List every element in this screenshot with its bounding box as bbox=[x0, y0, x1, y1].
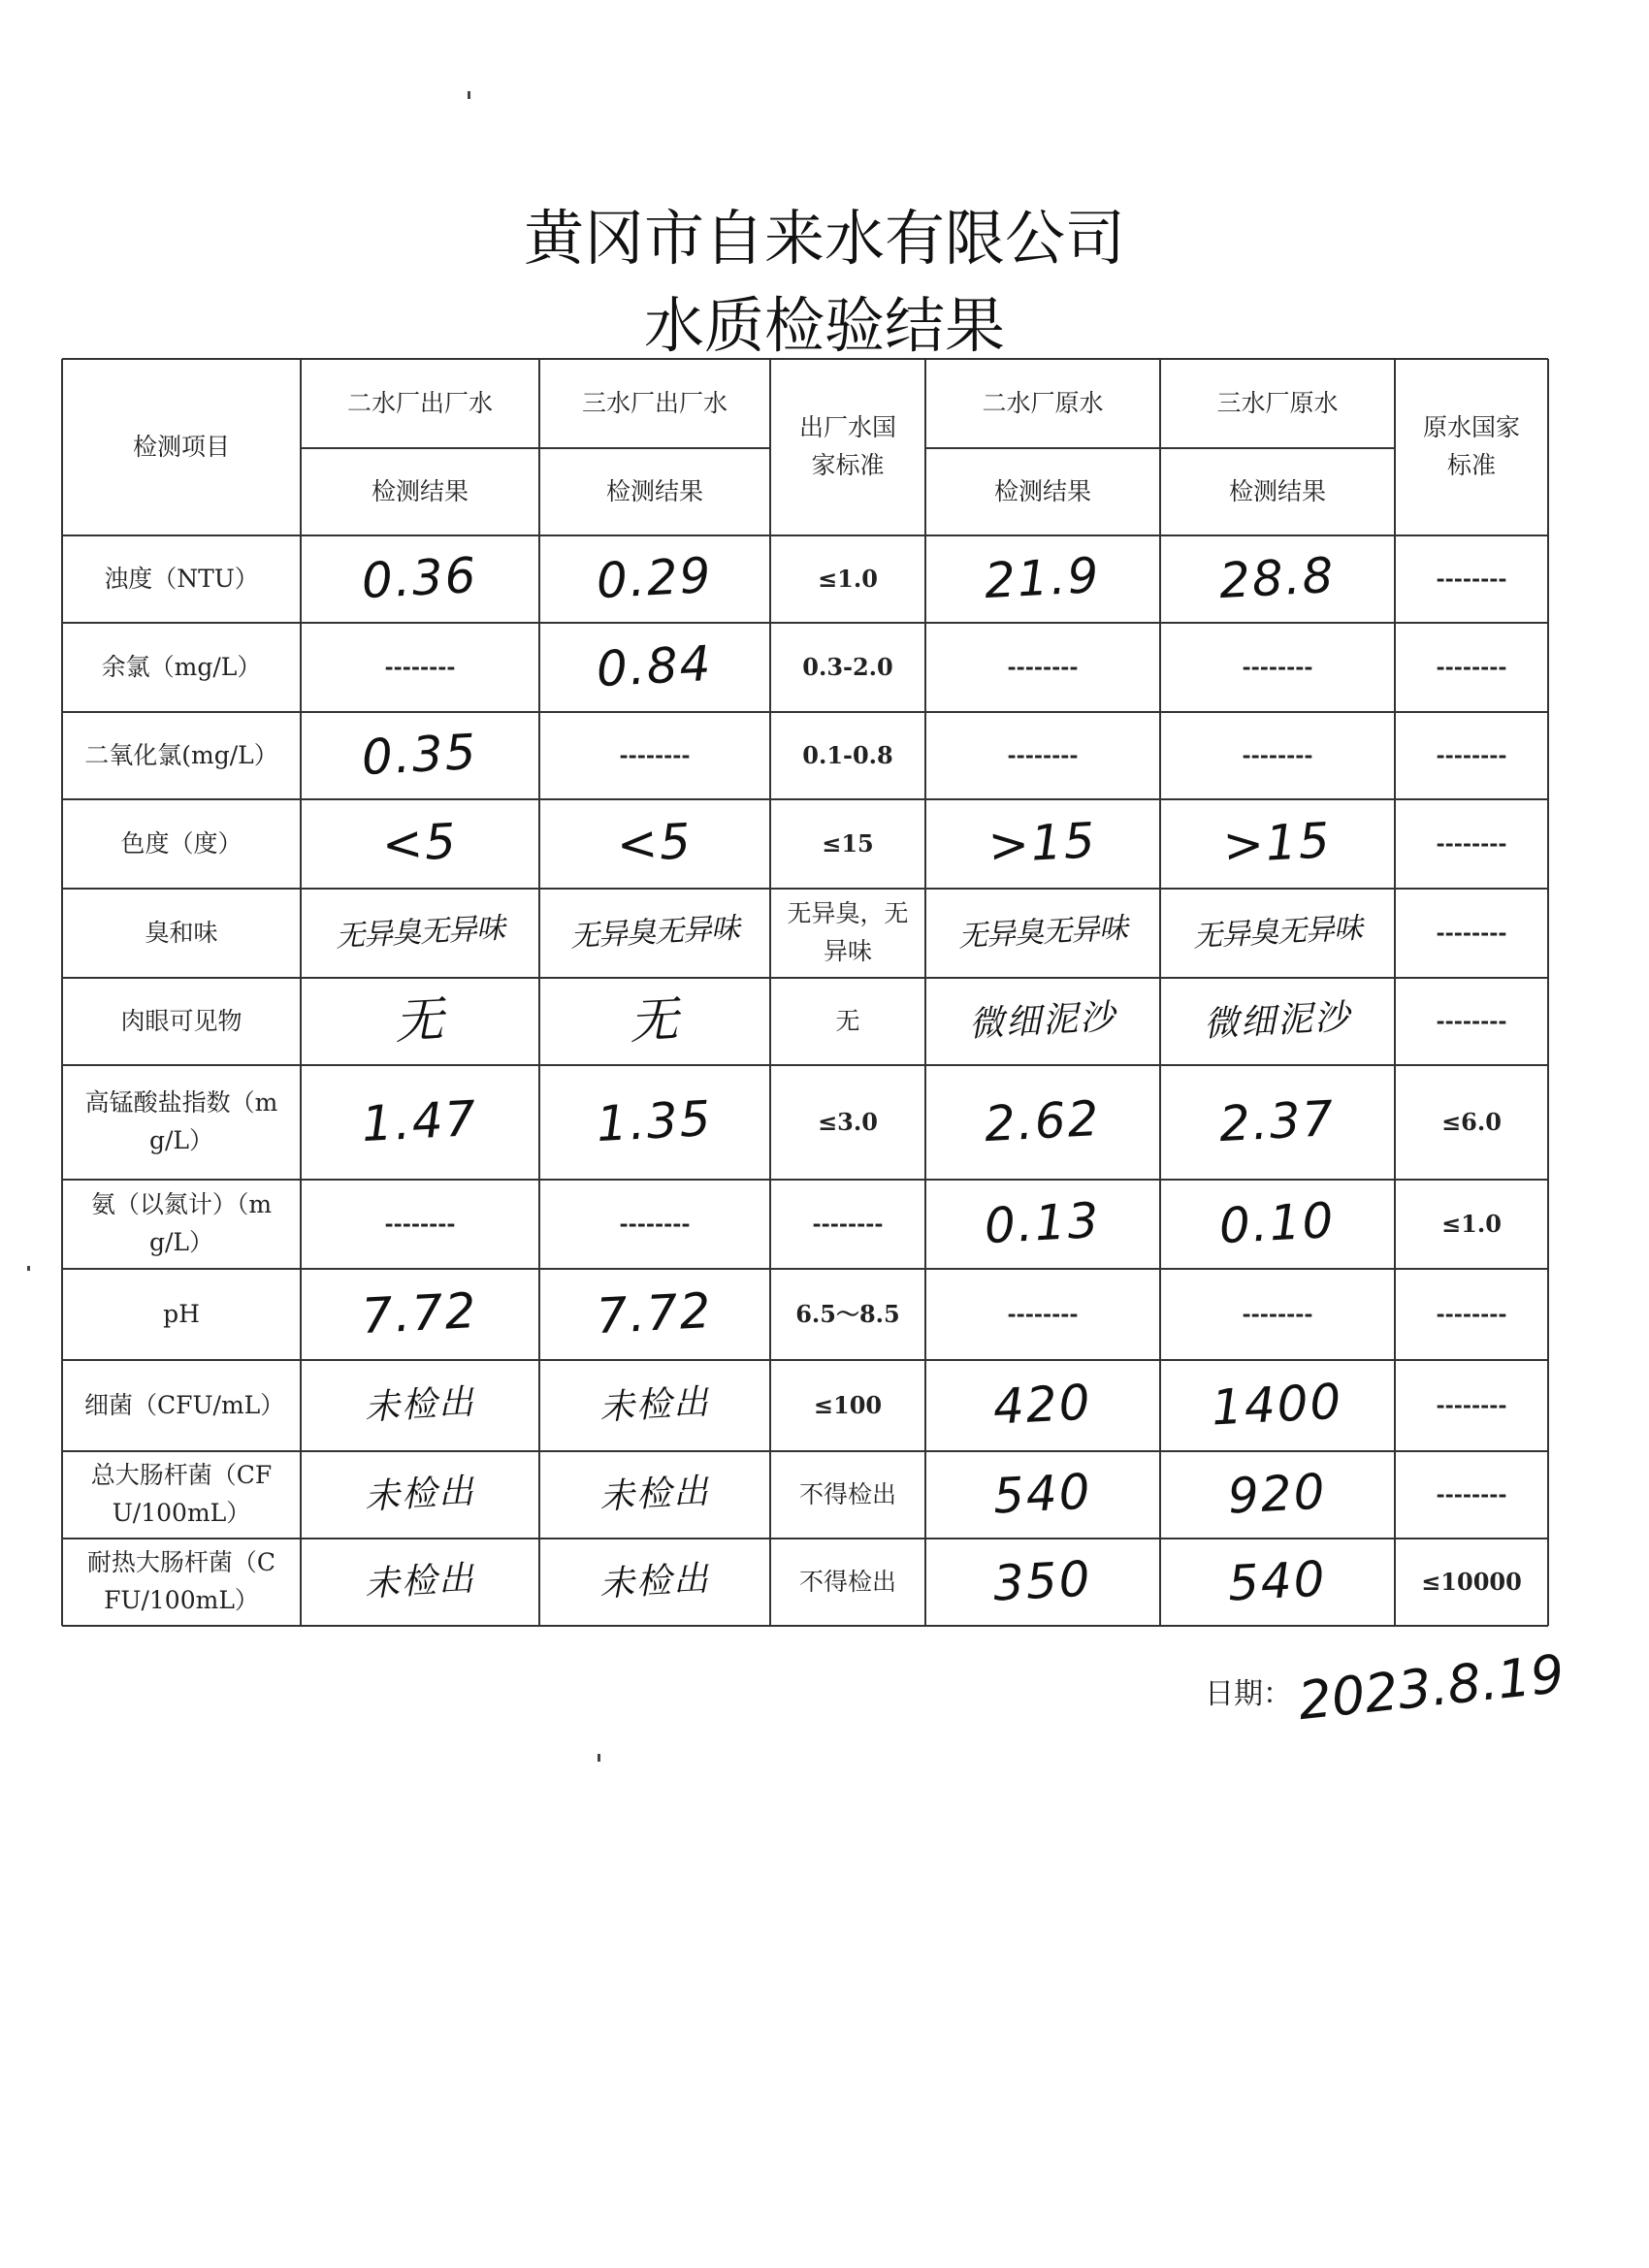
cell-std-out bbox=[770, 1451, 925, 1539]
cell-san-out bbox=[539, 623, 770, 712]
document-title: 黄冈市自来水有限公司 bbox=[523, 203, 1125, 274]
header-result-label bbox=[925, 448, 1160, 535]
cell-std-raw bbox=[1395, 1065, 1548, 1180]
header-san-out-text: 三水厂出厂水 bbox=[581, 388, 728, 417]
cell-item bbox=[62, 1065, 301, 1180]
cell-item-text: 氨（以氮计）（mg/L） bbox=[90, 1190, 273, 1256]
cell-item bbox=[62, 978, 301, 1065]
cell-item-text: 臭和味 bbox=[145, 918, 218, 947]
cell-std-raw-text: -------- bbox=[1436, 742, 1507, 768]
cell-san-out bbox=[539, 1539, 770, 1626]
header-std-raw-text: 原水国家标准 bbox=[1422, 413, 1520, 479]
cell-er-raw-text: 0.13 bbox=[983, 1192, 1103, 1255]
date-block bbox=[1205, 1642, 1568, 1733]
cell-san-out-text: 无异臭无异味 bbox=[569, 911, 740, 955]
cell-item-text: 色度（度） bbox=[120, 828, 242, 858]
cell-san-raw bbox=[1160, 712, 1395, 799]
cell-san-raw bbox=[1160, 535, 1395, 623]
cell-san-raw bbox=[1160, 799, 1395, 889]
cell-er-raw-text: 21.9 bbox=[983, 547, 1103, 610]
header-er-out-text: 二水厂出厂水 bbox=[346, 388, 493, 417]
document-subtitle: 水质检验结果 bbox=[643, 290, 1005, 361]
cell-std-raw bbox=[1395, 889, 1548, 978]
cell-std-raw bbox=[1395, 712, 1548, 799]
cell-std-raw-text: -------- bbox=[1436, 654, 1507, 680]
cell-er-raw bbox=[925, 889, 1160, 978]
cell-std-out bbox=[770, 1269, 925, 1360]
cell-item-text: 细菌（CFU/mL） bbox=[84, 1390, 285, 1419]
cell-er-out bbox=[301, 889, 539, 978]
cell-er-out-text: -------- bbox=[384, 654, 456, 680]
cell-std-raw bbox=[1395, 1180, 1548, 1269]
cell-std-out bbox=[770, 1539, 925, 1626]
cell-std-raw-text: -------- bbox=[1436, 1481, 1507, 1507]
cell-san-out-text: 未检出 bbox=[598, 1472, 711, 1518]
cell-er-raw-text: >15 bbox=[986, 812, 1099, 875]
cell-std-out bbox=[770, 1065, 925, 1180]
cell-std-out-text: 无 bbox=[835, 1006, 860, 1035]
cell-er-raw bbox=[925, 799, 1160, 889]
scan-speck bbox=[468, 91, 470, 99]
cell-san-out bbox=[539, 889, 770, 978]
cell-item-text: 余氯（mg/L） bbox=[101, 652, 262, 681]
cell-item bbox=[62, 1180, 301, 1269]
cell-item-text: 二氧化氯(mg/L） bbox=[84, 740, 278, 769]
cell-er-raw bbox=[925, 1451, 1160, 1539]
cell-er-out-text: 未检出 bbox=[363, 1382, 476, 1429]
scan-speck bbox=[27, 1266, 30, 1271]
cell-san-out-text: 无 bbox=[628, 990, 682, 1051]
cell-std-out bbox=[770, 712, 925, 799]
cell-std-out bbox=[770, 978, 925, 1065]
cell-item-text: 总大肠杆菌（CFU/100mL） bbox=[90, 1461, 273, 1527]
cell-san-raw-text: 28.8 bbox=[1217, 547, 1338, 610]
header-item bbox=[62, 359, 301, 535]
cell-san-raw-text: 2.37 bbox=[1217, 1090, 1338, 1153]
cell-er-out-text: 1.47 bbox=[360, 1090, 480, 1153]
cell-san-out bbox=[539, 535, 770, 623]
cell-er-raw-text: -------- bbox=[1007, 654, 1079, 680]
cell-san-out bbox=[539, 712, 770, 799]
header-result-label bbox=[1160, 448, 1395, 535]
cell-er-raw bbox=[925, 1539, 1160, 1626]
cell-san-raw bbox=[1160, 1065, 1395, 1180]
cell-er-out-text: 0.35 bbox=[360, 724, 480, 787]
cell-item-text: 肉眼可见物 bbox=[120, 1006, 242, 1035]
cell-er-out-text: 无异臭无异味 bbox=[335, 911, 505, 955]
cell-er-out-text: 未检出 bbox=[363, 1472, 476, 1518]
cell-er-raw-text: 2.62 bbox=[983, 1090, 1103, 1153]
cell-er-out-text: 0.36 bbox=[360, 547, 480, 610]
cell-std-raw-text: ≤6.0 bbox=[1441, 1108, 1502, 1137]
header-san-raw bbox=[1160, 359, 1395, 448]
cell-san-out-text: 未检出 bbox=[598, 1382, 711, 1429]
cell-item bbox=[62, 1451, 301, 1539]
cell-er-out-text: 未检出 bbox=[363, 1559, 476, 1605]
cell-er-out bbox=[301, 1451, 539, 1539]
cell-san-raw-text: -------- bbox=[1242, 654, 1313, 680]
cell-san-out bbox=[539, 1065, 770, 1180]
cell-item bbox=[62, 535, 301, 623]
cell-std-raw bbox=[1395, 623, 1548, 712]
cell-er-raw bbox=[925, 1180, 1160, 1269]
header-std-raw bbox=[1395, 359, 1548, 535]
cell-er-raw-text: 微细泥沙 bbox=[967, 997, 1117, 1046]
cell-san-out bbox=[539, 978, 770, 1065]
cell-std-out-text: ≤15 bbox=[822, 829, 874, 859]
cell-std-out-text: 不得检出 bbox=[798, 1479, 896, 1508]
cell-std-raw-text: -------- bbox=[1436, 1008, 1507, 1034]
cell-std-out bbox=[770, 799, 925, 889]
cell-er-raw bbox=[925, 623, 1160, 712]
cell-item bbox=[62, 889, 301, 978]
cell-std-out bbox=[770, 889, 925, 978]
cell-san-out bbox=[539, 1180, 770, 1269]
header-er-out bbox=[301, 359, 539, 448]
cell-std-out-text: 6.5～8.5 bbox=[795, 1300, 900, 1329]
cell-std-out-text: 不得检出 bbox=[798, 1567, 896, 1596]
cell-std-raw bbox=[1395, 1360, 1548, 1451]
cell-std-raw bbox=[1395, 1451, 1548, 1539]
cell-item bbox=[62, 623, 301, 712]
cell-er-out bbox=[301, 1180, 539, 1269]
header-san-out bbox=[539, 359, 770, 448]
cell-std-raw bbox=[1395, 978, 1548, 1065]
cell-san-raw bbox=[1160, 1451, 1395, 1539]
cell-san-out bbox=[539, 1360, 770, 1451]
cell-san-raw bbox=[1160, 1539, 1395, 1626]
cell-item-text: 浊度（NTU） bbox=[104, 564, 259, 593]
cell-er-raw bbox=[925, 978, 1160, 1065]
cell-std-out-text: 0.3-2.0 bbox=[802, 653, 893, 682]
cell-er-out-text: 无 bbox=[393, 990, 447, 1051]
cell-er-raw bbox=[925, 1360, 1160, 1451]
cell-std-raw-text: -------- bbox=[1436, 920, 1507, 946]
cell-item-text: 高锰酸盐指数（mg/L） bbox=[84, 1088, 278, 1154]
cell-er-out-text: <5 bbox=[380, 813, 460, 874]
cell-item bbox=[62, 1360, 301, 1451]
cell-er-raw bbox=[925, 535, 1160, 623]
cell-er-raw-text: -------- bbox=[1007, 1301, 1079, 1327]
cell-san-raw bbox=[1160, 1180, 1395, 1269]
cell-san-out-text: -------- bbox=[619, 742, 691, 768]
header-result-label bbox=[301, 448, 539, 535]
header-std-out-text: 出厂水国家标准 bbox=[798, 413, 896, 479]
cell-item-text: pH bbox=[163, 1299, 200, 1328]
cell-san-raw bbox=[1160, 623, 1395, 712]
cell-item bbox=[62, 712, 301, 799]
cell-std-raw-text: -------- bbox=[1436, 1392, 1507, 1418]
cell-er-raw-text: 540 bbox=[991, 1463, 1094, 1525]
cell-std-out bbox=[770, 623, 925, 712]
cell-san-out-text: 未检出 bbox=[598, 1559, 711, 1605]
cell-er-raw bbox=[925, 1065, 1160, 1180]
cell-item bbox=[62, 799, 301, 889]
cell-std-out-text: 无异臭，无异味 bbox=[787, 899, 909, 965]
cell-er-out-text: -------- bbox=[384, 1211, 456, 1237]
date-label: 日期： bbox=[1205, 1677, 1292, 1711]
cell-er-raw-text: -------- bbox=[1007, 742, 1079, 768]
cell-san-raw-text: 0.10 bbox=[1217, 1192, 1338, 1255]
cell-er-out bbox=[301, 712, 539, 799]
cell-er-out-text: 7.72 bbox=[360, 1282, 480, 1345]
cell-item-text: 耐热大肠杆菌（CFU/100mL） bbox=[86, 1548, 276, 1614]
cell-er-raw bbox=[925, 1269, 1160, 1360]
cell-std-out-text: -------- bbox=[812, 1211, 884, 1237]
header-result-label-text: 检测结果 bbox=[993, 476, 1091, 505]
header-result-label-text: 检测结果 bbox=[371, 476, 469, 505]
cell-san-out-text: <5 bbox=[615, 813, 695, 874]
cell-san-raw-text: 无异臭无异味 bbox=[1192, 911, 1363, 955]
cell-san-raw-text: 微细泥沙 bbox=[1202, 997, 1352, 1046]
cell-std-out bbox=[770, 1180, 925, 1269]
cell-san-out bbox=[539, 1269, 770, 1360]
cell-std-raw-text: ≤1.0 bbox=[1441, 1210, 1502, 1239]
cell-std-out-text: ≤100 bbox=[813, 1391, 883, 1420]
cell-san-raw-text: -------- bbox=[1242, 1301, 1313, 1327]
cell-std-raw bbox=[1395, 535, 1548, 623]
cell-san-raw-text: 1400 bbox=[1210, 1373, 1345, 1437]
header-std-out bbox=[770, 359, 925, 535]
cell-san-out-text: 7.72 bbox=[595, 1282, 715, 1345]
header-er-raw-text: 二水厂原水 bbox=[982, 388, 1104, 417]
header-result-label-text: 检测结果 bbox=[1228, 476, 1326, 505]
cell-san-raw-text: 920 bbox=[1226, 1463, 1329, 1525]
cell-std-out-text: ≤1.0 bbox=[818, 565, 878, 594]
cell-san-out-text: -------- bbox=[619, 1211, 691, 1237]
cell-er-raw-text: 无异臭无异味 bbox=[957, 911, 1128, 955]
cell-san-raw bbox=[1160, 1269, 1395, 1360]
cell-std-raw bbox=[1395, 799, 1548, 889]
cell-item bbox=[62, 1539, 301, 1626]
cell-san-raw bbox=[1160, 1360, 1395, 1451]
cell-er-out bbox=[301, 1539, 539, 1626]
cell-san-out bbox=[539, 799, 770, 889]
header-er-raw bbox=[925, 359, 1160, 448]
cell-san-raw-text: -------- bbox=[1242, 742, 1313, 768]
cell-er-out bbox=[301, 1269, 539, 1360]
cell-std-raw-text: -------- bbox=[1436, 566, 1507, 592]
header-san-raw-text: 三水厂原水 bbox=[1216, 388, 1339, 417]
cell-er-out bbox=[301, 978, 539, 1065]
cell-san-raw bbox=[1160, 978, 1395, 1065]
cell-er-raw-text: 420 bbox=[991, 1374, 1094, 1436]
header-item-text: 检测项目 bbox=[132, 432, 230, 461]
cell-std-raw-text: ≤10000 bbox=[1421, 1568, 1522, 1597]
cell-san-out-text: 0.29 bbox=[595, 547, 715, 610]
cell-san-raw bbox=[1160, 889, 1395, 978]
cell-er-raw bbox=[925, 712, 1160, 799]
cell-std-out bbox=[770, 535, 925, 623]
cell-er-raw-text: 350 bbox=[991, 1550, 1094, 1612]
cell-er-out bbox=[301, 1360, 539, 1451]
cell-san-raw-text: 540 bbox=[1226, 1550, 1329, 1612]
cell-san-raw-text: >15 bbox=[1221, 812, 1334, 875]
cell-er-out bbox=[301, 799, 539, 889]
cell-std-out-text: ≤3.0 bbox=[818, 1108, 878, 1137]
header-result-label-text: 检测结果 bbox=[605, 476, 703, 505]
cell-san-out-text: 0.84 bbox=[595, 635, 715, 698]
header-result-label bbox=[539, 448, 770, 535]
cell-item bbox=[62, 1269, 301, 1360]
date-handwritten: 2023.8.19 bbox=[1295, 1642, 1568, 1733]
cell-san-out-text: 1.35 bbox=[595, 1090, 715, 1153]
cell-std-raw bbox=[1395, 1269, 1548, 1360]
cell-std-raw bbox=[1395, 1539, 1548, 1626]
cell-std-raw-text: -------- bbox=[1436, 830, 1507, 857]
cell-er-out bbox=[301, 1065, 539, 1180]
cell-san-out bbox=[539, 1451, 770, 1539]
cell-std-raw-text: -------- bbox=[1436, 1301, 1507, 1327]
cell-er-out bbox=[301, 535, 539, 623]
scan-speck bbox=[598, 1754, 600, 1762]
cell-er-out bbox=[301, 623, 539, 712]
cell-std-out bbox=[770, 1360, 925, 1451]
cell-std-out-text: 0.1-0.8 bbox=[802, 741, 893, 770]
